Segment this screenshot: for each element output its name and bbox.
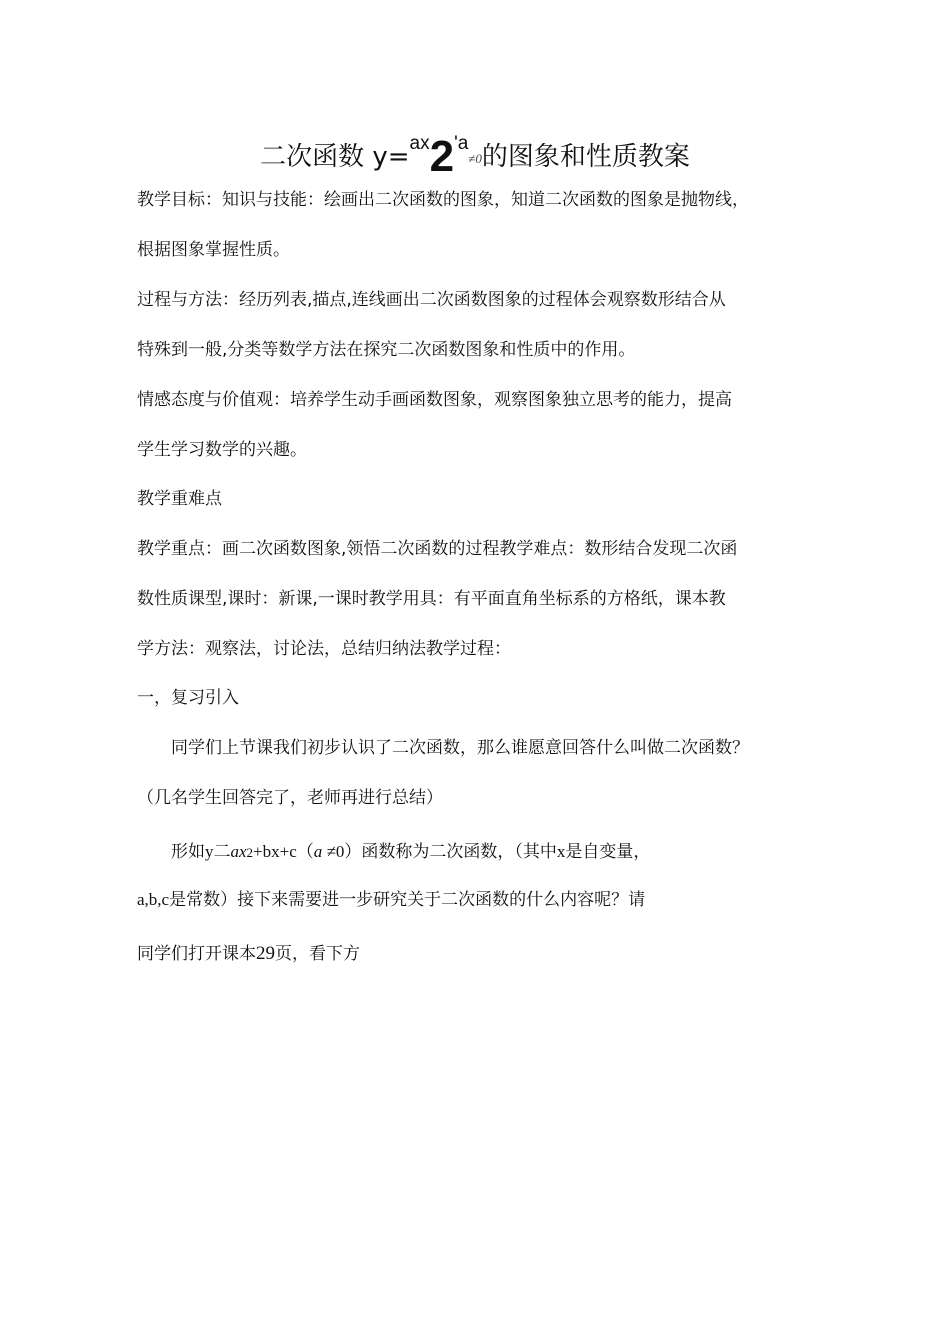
paragraph-line: 数性质课型,课时：新课,一课时教学用具：有平面直角坐标系的方格纸，课本教 <box>137 589 726 609</box>
title-prefix: 二次函数 y= <box>260 142 410 172</box>
formula-paren-open: （ <box>296 842 314 862</box>
section-heading: 一，复习引入 <box>137 688 239 708</box>
paragraph-line: 教学重点：画二次函数图象,领悟二次函数的过程教学难点：数形结合发现二次函 <box>137 539 738 559</box>
formula-a-neq: a ≠ <box>313 842 336 861</box>
formula-lead: 形如 <box>171 842 205 862</box>
formula-tail-b: 是自变量， <box>565 842 651 862</box>
paragraph-line: 情感态度与价值观：培养学生动手画函数图象，观察图象独立思考的能力，提高 <box>137 390 732 410</box>
page-ref-number: 29 <box>256 943 275 964</box>
formula-exponent: 2 <box>246 845 254 860</box>
paragraph-line: 学生学习数学的兴趣。 <box>137 440 307 460</box>
paragraph-line: 教学目标：知识与技能：绘画出二次函数的图象，知道二次函数的图象是抛物线， <box>137 190 749 210</box>
constants-text: 是常数）接下来需要进一步研究关于二次函数的什么内容呢？请 <box>169 890 646 910</box>
document-title <box>0 118 950 185</box>
paragraph-line: 学方法：观察法，讨论法，总结归纳法教学过程： <box>137 639 511 659</box>
section-heading: 教学重难点 <box>137 489 222 509</box>
formula-zero: 0 <box>335 842 345 861</box>
title-superscript-ax: ax <box>409 133 430 154</box>
title-superscript-a: 'a <box>454 133 469 154</box>
paragraph-line: （几名学生回答完了，老师再进行总结） <box>137 788 443 808</box>
paragraph-line <box>137 942 360 966</box>
title-suffix: 的图象和性质教案 <box>481 142 690 172</box>
title-exponent-2: 2 <box>429 132 455 181</box>
page-ref-end: 页，看下方 <box>275 944 360 964</box>
constants-abc: a,b,c <box>137 890 170 909</box>
formula-ax: ax <box>230 842 247 861</box>
paragraph-line: 同学们上节课我们初步认识了二次函数，那么谁愿意回答什么叫做二次函数？ <box>171 738 749 758</box>
formula-tail-a: 函数称为二次函数，（其中 <box>361 842 557 862</box>
page-ref-lead: 同学们打开课本 <box>137 944 256 964</box>
paragraph-line: 根据图象掌握性质。 <box>137 240 290 260</box>
paragraph-line: 特殊到一般,分类等数学方法在探究二次函数图象和性质中的作用。 <box>137 340 636 360</box>
formula-paren-close: ） <box>344 842 362 862</box>
formula-rest: +bx+c <box>253 842 297 861</box>
formula-y-eq: y二 <box>205 842 231 861</box>
formula-line <box>171 840 650 865</box>
formula-x: x <box>556 842 566 861</box>
constants-line <box>137 888 645 912</box>
paragraph-line: 过程与方法：经历列表,描点,连线画出二次函数图象的过程体会观察数形结合从 <box>137 290 726 310</box>
title-condition: ≠0 <box>468 151 482 166</box>
